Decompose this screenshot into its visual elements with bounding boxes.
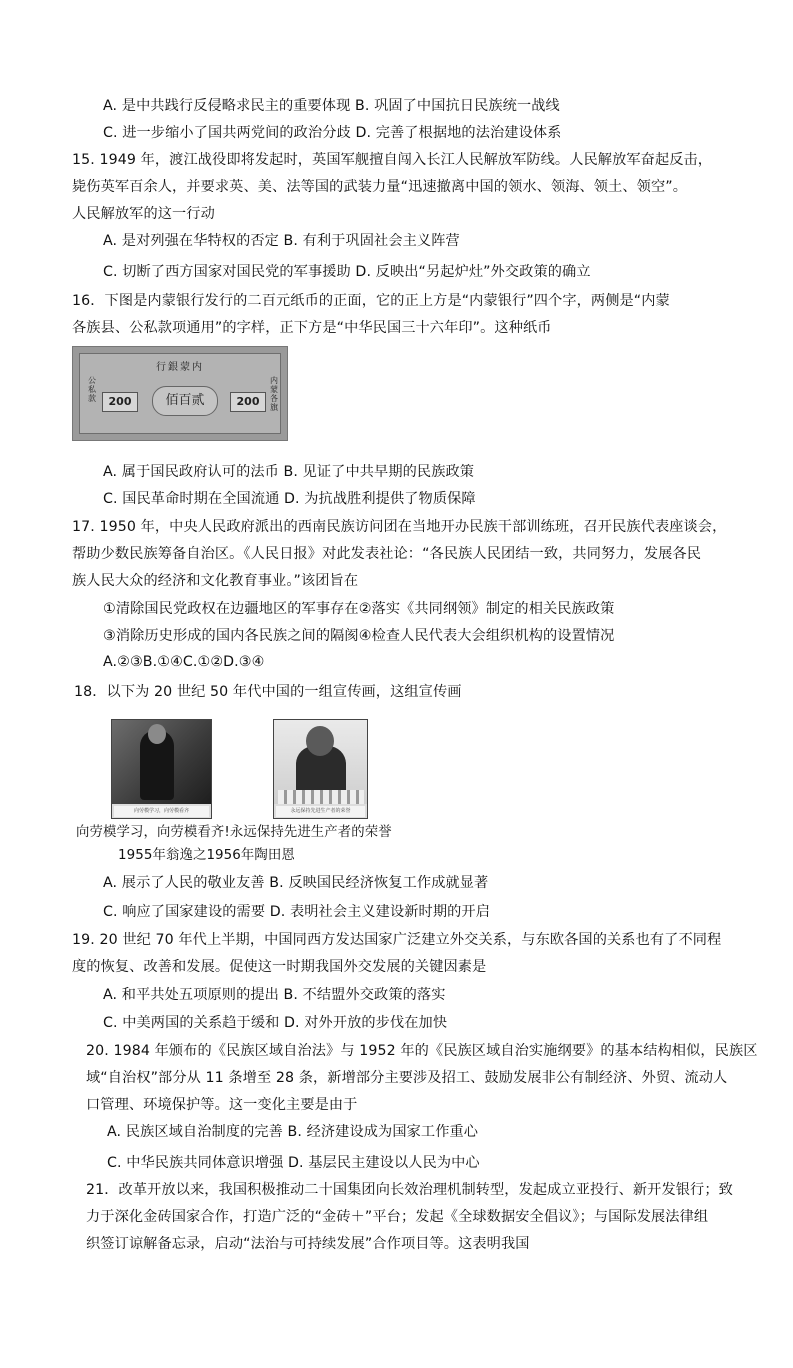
q17-stem-line-3: 族人民大众的经济和文化教育事业。”该团旨在 (72, 573, 359, 589)
q16-options-ab: A. 属于国民政府认可的法币 B. 见证了中共早期的民族政策 (103, 464, 475, 480)
poster-1-caption: 向劳模学习，向劳模看齐 (114, 806, 209, 817)
banknote-side-left: 公私款 (88, 376, 96, 403)
propaganda-poster-1 (111, 719, 212, 819)
q20-stem-line-2: 域“自治权”部分从 11 条增至 28 条，新增部分主要涉及招工、鼓励发展非公有制经济、外贸、流动人 (86, 1070, 728, 1086)
q15-options-cd: C. 切断了西方国家对国民党的军事援助 D. 反映出“另起炉灶”外交政策的确立 (103, 264, 591, 280)
q14-option-c: C. 进一步缩小了国共两党间的政治分歧 (103, 125, 351, 141)
q14-option-c-d (103, 123, 561, 143)
q16-stem-line-1: 16．下图是内蒙银行发行的二百元纸币的正面，它的正上方是“内蒙银行”四个字，两侧是“内蒙 (72, 293, 670, 309)
q17-stem-line-1: 17. 1950 年，中央人民政府派出的西南民族访问团在当地开办民族干部训练班，召开民族代表座谈会， (72, 519, 727, 535)
q15-options-ab: A. 是对列强在华特权的否定 B. 有利于巩固社会主义阵营 (103, 233, 460, 249)
q15-stem-line-2: 毙伤英军百余人，并要求英、美、法等国的武装力量“迅速撤离中国的领水、领海、领土、领空”。 (72, 179, 687, 195)
q16-stem-line-2: 各族县、公私款项通用”的字样，正下方是“中华民国三十六年印”。这种纸币 (72, 320, 552, 336)
q14-option-a: A. 是中共践行反侵略求民主的重要体现 (103, 98, 351, 114)
q15-stem-line-3: 人民解放军的这一行动 (72, 206, 215, 222)
q17-options: A.②③B.①④C.①②D.③④ (103, 654, 265, 670)
banknote-center-value: 佰百贰 (152, 386, 218, 416)
poster-1-head (148, 724, 166, 744)
banknote-bank-name: 行銀蒙内 (156, 362, 204, 373)
q18-stem: 18．以下为 20 世纪 50 年代中国的一组宣传画，这组宣传画 (74, 684, 462, 700)
q14-option-d: D. 完善了根据地的法治建设体系 (355, 125, 562, 141)
banknote-frame (79, 353, 281, 434)
q19-options-ab: A. 和平共处五项原则的提出 B. 不结盟外交政策的落实 (103, 987, 446, 1003)
poster-2-head (306, 726, 334, 756)
q20-options-cd: C. 中华民族共同体意识增强 D. 基层民主建设以人民为中心 (107, 1155, 480, 1171)
q16-options-cd: C. 国民革命时期在全国流通 D. 为抗战胜利提供了物质保障 (103, 491, 476, 507)
q21-stem-line-1: 21．改革开放以来，我国积极推动二十国集团向长效治理机制转型，发起成立亚投行、新开发银行；致 (86, 1182, 733, 1198)
q19-stem-line-1: 19. 20 世纪 70 年代上半期，中国同西方发达国家广泛建立外交关系，与东欧各国的关系也有了不同程 (72, 932, 722, 948)
q20-stem-line-3: 口管理、环境保护等。这一变化主要是由于 (86, 1097, 358, 1113)
banknote-value-left: 200 (102, 392, 138, 412)
q18-poster-captions: 向劳模学习，向劳模看齐!永远保持先进生产者的荣誉 (76, 825, 392, 840)
poster-2-caption: 永远保持先进生产者的荣誉 (276, 806, 365, 817)
q18-options-ab: A. 展示了人民的敬业友善 B. 反映国民经济恢复工作成就显著 (103, 875, 489, 891)
q17-items-3-4: ③消除历史形成的国内各民族之间的隔阂④检查人民代表大会组织机构的设置情况 (103, 628, 615, 644)
q19-options-cd: C. 中美两国的关系趋于缓和 D. 对外开放的步伐在加快 (103, 1015, 448, 1031)
q18-options-cd: C. 响应了国家建设的需要 D. 表明社会主义建设新时期的开启 (103, 904, 490, 920)
q21-stem-line-2: 力于深化金砖国家合作，打造广泛的“金砖＋”平台；发起《全球数据安全倡议》；与国际发展法律组 (86, 1209, 709, 1225)
q20-stem-line-1: 20. 1984 年颁布的《民族区域自治法》与 1952 年的《民族区域自治实施纲要》的基本结构相似，民族区 (86, 1043, 758, 1059)
q18-poster-years: 1955年翁逸之1956年陶田恩 (118, 848, 295, 863)
poster-2-coins (278, 790, 364, 804)
q17-items-1-2: ①清除国民党政权在边疆地区的军事存在②落实《共同纲领》制定的相关民族政策 (103, 601, 615, 617)
banknote-value-right: 200 (230, 392, 266, 412)
q14-option-a-b (103, 96, 560, 116)
q20-options-ab: A. 民族区域自治制度的完善 B. 经济建设成为国家工作重心 (107, 1124, 479, 1140)
propaganda-poster-2 (273, 719, 368, 819)
q17-stem-line-2: 帮助少数民族筹备自治区。《人民日报》对此发表社论：“各民族人民团结一致，共同努力，发展各民 (72, 546, 702, 562)
q15-stem-line-1: 15. 1949 年，渡江战役即将发起时，英国军舰擅自闯入长江人民解放军防线。人民解放军奋起反击， (72, 152, 713, 168)
q19-stem-line-2: 度的恢复、改善和发展。促使这一时期我国外交发展的关键因素是 (72, 959, 487, 975)
banknote-image (72, 346, 288, 441)
q14-option-b: B. 巩固了中国抗日民族统一战线 (355, 98, 560, 114)
banknote-side-right: 内蒙各旗 (270, 376, 278, 412)
q21-stem-line-3: 织签订谅解备忘录，启动“法治与可持续发展”合作项目等。这表明我国 (86, 1236, 530, 1252)
